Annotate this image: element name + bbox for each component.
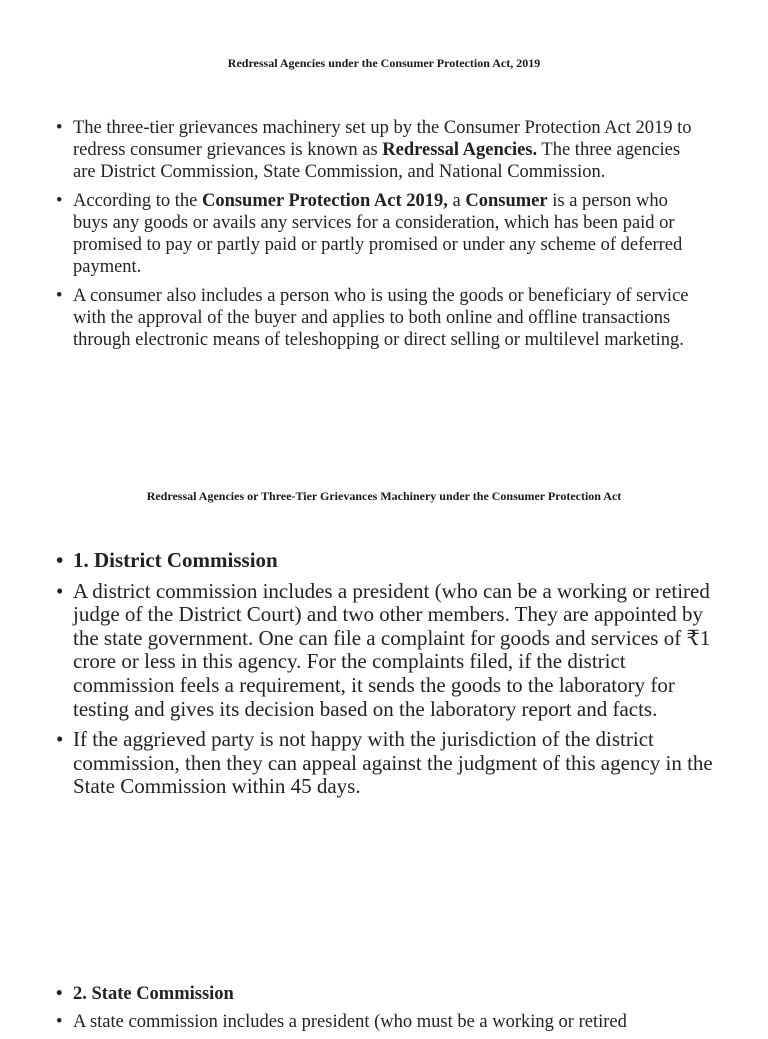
bullet-consumer-includes: • A consumer also includes a person who is using the goods or beneficiary of service with the approval of the buyer and applies to both online and offline transactions through electronic means of teleshopping or direct selling or multilevel marketing. [56,285,706,351]
bullet-text: The three agencies are District Commission, State Commission, and National Commission. [73,140,681,182]
bullet-district-composition: • A district commission includes a president (who can be a working or retired judge of the District Court) and two other members. They are appointed by the state government. One can file a complaint for goods and services of ₹1 crore or less in this agency. For the complaints filed, if the district commission feels a requirement, it sends the goods to the laboratory for testing and gives its decision based on the laboratory report and facts. [56,580,726,722]
bullet-bold-text: Consumer [465,191,548,211]
bullet-list-2 [56,549,726,806]
bullet-text: According to the [73,191,202,211]
bullet-list-3 [56,983,706,1039]
bullet-list-1 [56,117,706,358]
slide-title-1: Redressal Agencies under the Consumer Protection Act, 2019 [227,56,541,70]
bullet-bold-text: Redressal Agencies. [382,140,538,160]
bullet-text: The three-tier grievances machinery set up by the Consumer Protection Act 2019 to redress consumer grievances is known as [73,118,692,160]
bullet-district-appeal: • If the aggrieved party is not happy with the jurisdiction of the district commission, then they can appeal against the judgment of this agency in the State Commission within 45 days. [56,728,726,799]
district-commission-heading: • 1. District Commission [56,549,726,573]
bullet-consumer-definition [56,190,706,278]
bullet-bold-text: Consumer Protection Act 2019, [201,191,448,211]
state-commission-heading: • 2. State Commission [56,983,706,1005]
bullet-text: a [447,191,466,211]
bullet-state-composition: • A state commission includes a president (who must be a working or retired [56,1011,706,1033]
slide-title-2: Redressal Agencies or Three-Tier Grievances Machinery under the Consumer Protection Act [146,489,622,503]
bullet-redressal-agencies [56,117,706,183]
bullet-text: is a person who buys any goods or avails any services for a consideration, which has been paid or promised to pay or partly paid or partly promised or under any scheme of deferred payment. [73,191,683,277]
